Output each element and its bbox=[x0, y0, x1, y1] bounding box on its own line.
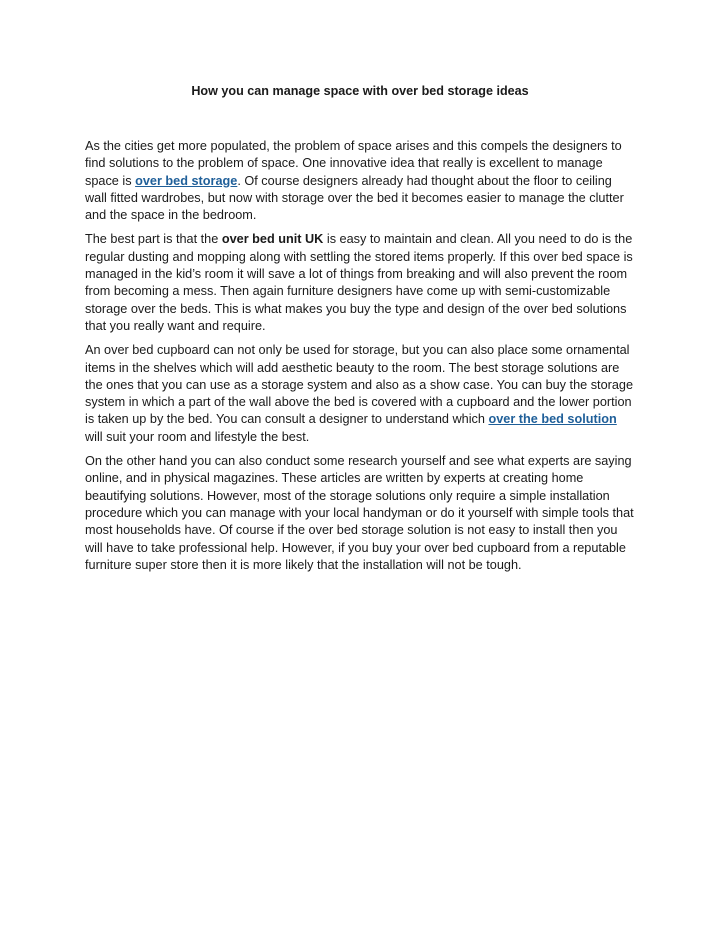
paragraph-2-text-before: The best part is that the bbox=[85, 232, 222, 247]
paragraph-1-text-before: As the cities get more populated, the problem of space arises and this compels the designers to find solutions to the problem of space. One innovative idea that really is excellent to manage space is bbox=[85, 139, 622, 188]
document-title: How you can manage space with over bed storage ideas bbox=[191, 84, 529, 98]
paragraph-3-text-after: will suit your room and lifestyle the best. bbox=[85, 429, 310, 444]
paragraph-1 bbox=[85, 138, 637, 224]
paragraph-2 bbox=[85, 231, 637, 335]
over-bed-storage-link[interactable]: over bed storage bbox=[135, 173, 238, 188]
paragraph-3 bbox=[85, 342, 637, 446]
over-bed-unit-bold: over bed unit UK bbox=[221, 232, 324, 247]
document-body bbox=[85, 138, 637, 581]
paragraph-2-text-after: is easy to maintain and clean. All you need to do is the regular dusting and mopping along with settling the stored items properly. If this over bed space is managed in the kid’s room it will save a lot of things from breaking and will also prevent the room from becoming a mess. Then again furniture designers have come up with semi-customizable storage over the beds. This is what makes you buy the type and design of the over bed solutions that you really want and require. bbox=[85, 232, 633, 333]
over-the-bed-solution-link[interactable]: over the bed solution bbox=[488, 412, 617, 427]
paragraph-4: On the other hand you can also conduct some research yourself and see what experts are saying online, and in physical magazines. These articles are written by experts at creating home beautifying solutions. However, most of the storage solutions only require a simple installation procedure which you can manage with your local handyman or do it yourself with simple tools that most households have. Of course if the over bed storage solution is not easy to install then you will have to take professional help. However, if you buy your over bed cupboard from a reputable furniture super store then it is more likely that the installation will not be tough. bbox=[85, 454, 634, 572]
paragraph-3-text-before: An over bed cupboard can not only be used for storage, but you can also place some ornamental items in the shelves which will add aesthetic beauty to the room. The best storage solutions are the ones that you can use as a storage system and also as a show case. You can buy the storage system in which a part of the wall above the bed is covered with a cupboard and the lower portion is taken up by the bed. You can consult a designer to understand which bbox=[85, 343, 634, 427]
paragraph-1-text-after: . Of course designers already had thought about the floor to ceiling wall fitted wardrobes, but now with storage over the bed it becomes easier to manage the clutter and the space in the bedroom. bbox=[85, 173, 624, 223]
